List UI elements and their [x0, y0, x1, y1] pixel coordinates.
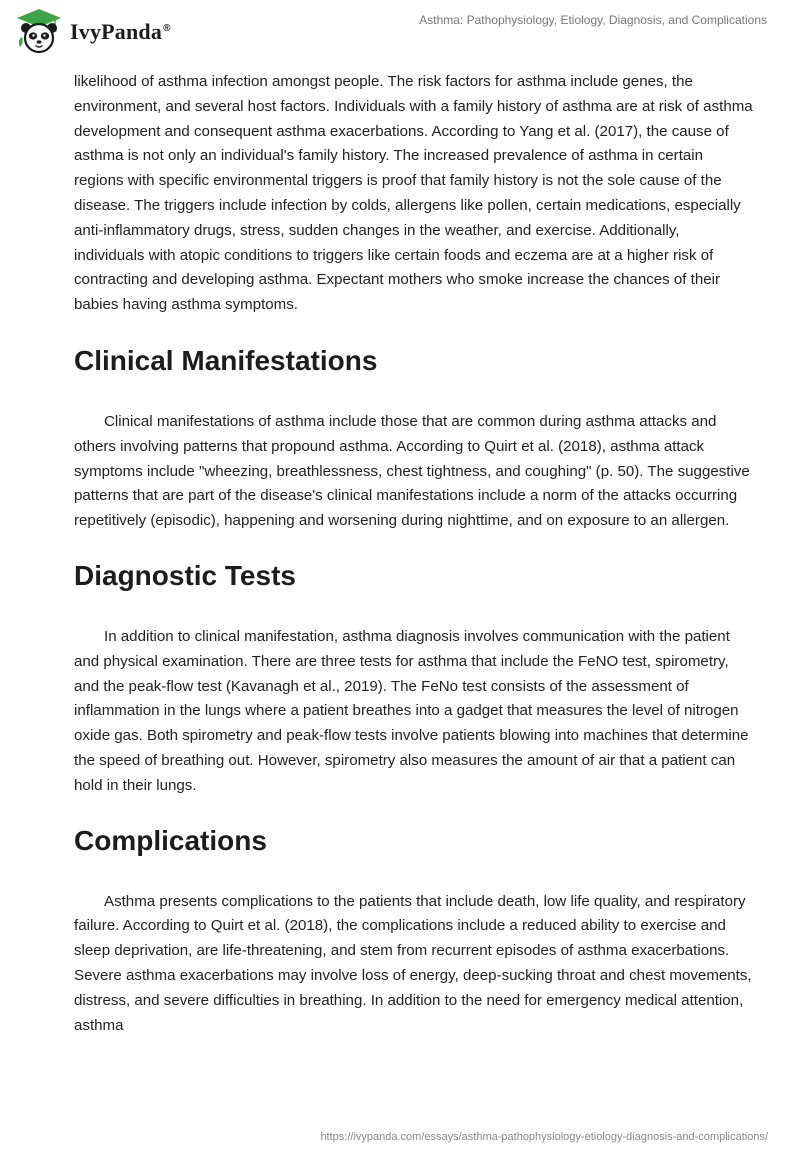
section-heading-diagnostic-tests: Diagnostic Tests: [74, 559, 296, 591]
brand-name: IvyPanda®: [70, 19, 171, 44]
ivypanda-logo[interactable]: [14, 7, 171, 57]
section-heading-complications: Complications: [74, 824, 267, 856]
intro-paragraph: likelihood of asthma infection amongst people. The risk factors for asthma include genes, the environment, and several host factors. Individuals with a family history of asthma are at risk of asthma development and consequent asthma exacerbations. According to Yang et al. (2017), the cause of asthma is not only an individual's family history. The increased prevalence of asthma in certain regions with specific environmental triggers is proof that family history is not the sole cause of the disease. The triggers include infection by colds, allergens like pollen, certain medications, especially anti-inflammatory drugs, stress, sudden changes in the weather, and exercise. Additionally, individuals with atopic conditions to triggers like certain foods and eczema are at a higher risk of contracting and developing asthma. Expectant mothers who smoke increase the chances of their babies having asthma symptoms.: [74, 73, 753, 314]
section-paragraph-diagnostic-tests: In addition to clinical manifestation, asthma diagnosis involves communication with the patient and physical examination. There are three tests for asthma that include the FeNO test, spirometry, and the peak-flow test (Kavanagh et al., 2019). The FeNo test consists of the assessment of inflammation in the lungs where a patient breathes into a gadget that measures the level of nitrogen oxide gas. Both spirometry and peak-flow tests involve patients blowing into machines that determine the speed of breathing out. However, spirometry also measures the amount of air that a patient can hold in their lungs.: [74, 627, 749, 794]
document-title: Asthma: Pathophysiology, Etiology, Diagnosis, and Complications: [419, 13, 767, 27]
footer-source-link[interactable]: https://ivypanda.com/essays/asthma-pathophysiology-etiology-diagnosis-and-complications/: [320, 1131, 768, 1143]
page-header: [0, 0, 800, 62]
section-paragraph-clinical-manifestations: Clinical manifestations of asthma include those that are common during asthma attacks and others involving patterns that propound asthma. According to Quirt et al. (2018), asthma attack symptoms include "wheezing, breathlessness, chest tightness, and coughing" (p. 50). The suggestive patterns that are part of the disease's clinical manifestations include a norm of the attacks occurring repetitively (episodic), happening and worsening during nighttime, and on exposure to an allergen.: [74, 412, 750, 530]
essay-content: [74, 70, 754, 1038]
panda-graduate-icon: [14, 7, 64, 57]
section-paragraph-complications: Asthma presents complications to the patients that include death, low life quality, and respiratory failure. According to Quirt et al. (2018), the complications include a reduced ability to exercise and sleep deprivation, are life-threatening, and stem from recurrent episodes of asthma exacerbations. Severe asthma exacerbations may involve loss of energy, deep-sucking throat and chest movements, distress, and severe difficulties in breathing. In addition to the need for emergency medical attention, asthma: [74, 892, 752, 1034]
registered-mark: ®: [163, 22, 171, 34]
section-heading-clinical-manifestations: Clinical Manifestations: [74, 344, 378, 376]
